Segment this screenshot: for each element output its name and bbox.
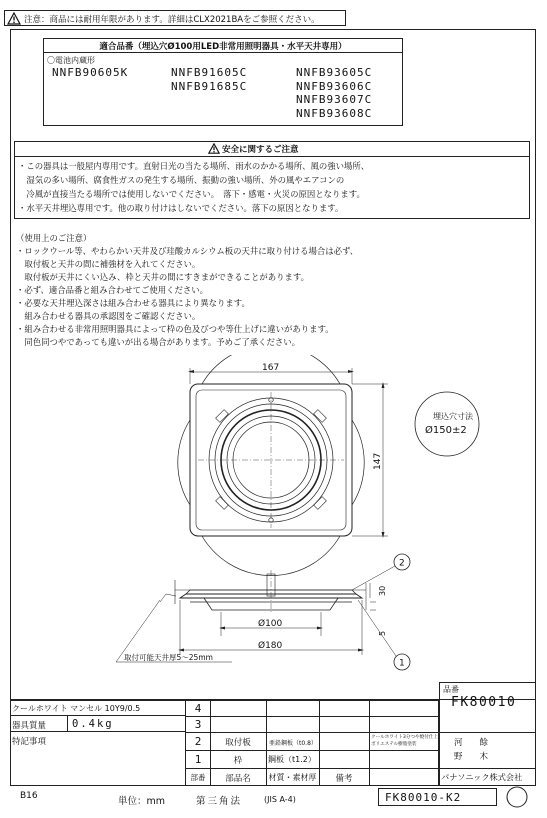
- usage-notes: [16, 232, 358, 349]
- weight-value: [68, 716, 186, 732]
- safety-line: ・この器具は一般屋内専用です。直射日光の当たる場所、雨水のかかる場所、風の強い場所、: [18, 161, 370, 171]
- safety-line: 冷風が直接当たる場所では使用しないでください。 落下・感電・火災の原因となります。: [18, 189, 365, 199]
- row-num: 4: [194, 702, 202, 715]
- row-num: 2: [194, 735, 202, 748]
- signature: 野 木: [454, 752, 489, 762]
- part-name: 取付板: [225, 738, 251, 748]
- product-list-col1: [52, 66, 128, 80]
- warning-icon: [7, 12, 21, 25]
- dim-flange: 5: [378, 630, 387, 636]
- weight-label-text: 器具質量: [12, 721, 47, 731]
- doc-number-text: FK80010-K2: [385, 791, 462, 804]
- row-num: 3: [194, 718, 202, 731]
- col-header: 材質・素材厚: [268, 773, 317, 782]
- callout-2: 2: [399, 558, 405, 569]
- compatible-box: [43, 38, 403, 126]
- product-list-col3: [296, 66, 372, 120]
- usage-line: 取付板と天井の間に補強材を入れてください。: [16, 259, 201, 269]
- col-divider: [369, 700, 370, 786]
- company-name: パナソニック株式会社: [441, 772, 523, 782]
- product-code: NNFB93605C: [296, 66, 373, 79]
- safety-header: [180, 142, 360, 156]
- product-code: NNFB90605K: [52, 66, 129, 79]
- safety-line: ・水平天井埋込専用です。他の取り付けはしないでください。落下の原因となります。: [18, 203, 344, 213]
- technical-drawing: [0, 355, 547, 685]
- col-header: 備考: [335, 774, 353, 784]
- projection-label: 第三角法: [196, 796, 243, 807]
- row-num: 1: [194, 753, 202, 766]
- safety-line: 湿気の多い場所、腐食性ガスの発生する場所、振動の強い場所、外の風やエアコンの: [18, 175, 345, 185]
- safety-box: [14, 141, 530, 219]
- unit-label: 単位：mm: [118, 796, 166, 807]
- part-material: 鋼板（t1.2）: [268, 755, 316, 764]
- row-divider: [439, 768, 536, 769]
- page-code: B16: [20, 791, 38, 801]
- dim-depth: 30: [378, 585, 387, 596]
- notes-label-text: 特記事項: [12, 737, 47, 747]
- part-material: 亜鉛鋼板（t0.8）: [269, 740, 317, 747]
- usage-line: 同色同つやであっても違いが出る場合があります。予めご了承ください。: [16, 337, 300, 347]
- row-divider: [186, 750, 439, 751]
- col-header: 部品名: [225, 774, 251, 784]
- row-divider: [186, 716, 439, 717]
- stamp-circle: [505, 785, 529, 809]
- cutout-callout: [415, 392, 479, 456]
- signature: 河 餘: [454, 738, 489, 748]
- part-name: 枠: [233, 756, 243, 766]
- title-block: [10, 685, 536, 786]
- row-divider: [186, 768, 439, 769]
- usage-line: ・組み合わせる非常用照明器具によって枠の色及びつや等仕上げに違いがあります。: [16, 324, 334, 334]
- usage-line: ・ロックウール等、やわらかい天井及び珪酸カルシウム板の天井に取り付ける場合は必ず、: [16, 246, 359, 256]
- dim-inner: Ø100: [258, 619, 283, 629]
- product-code: NNFB91605C: [171, 66, 248, 79]
- doc-number: [378, 788, 497, 806]
- product-code: NNFB91685C: [171, 79, 248, 93]
- part-remark: [371, 734, 439, 748]
- drawing-no-label: 品番: [443, 685, 459, 694]
- cutout-label: 埋込穴寸法: [433, 412, 473, 421]
- compatible-title: 適合品番（埋込穴Ø100用LED非常用照明器具・水平天井専用）: [99, 42, 347, 52]
- usage-line: 組み合わせる器具の承認図をご確認ください。: [16, 311, 201, 321]
- notes-label: [10, 732, 186, 748]
- product-code: NNFB93607C: [296, 93, 373, 106]
- compatible-title-divider: [44, 52, 402, 53]
- finish-cell: [10, 700, 186, 716]
- dim-width: 167: [262, 363, 280, 373]
- row-divider: [186, 732, 439, 733]
- row-divider: [439, 732, 536, 733]
- weight-value-text: 0.4kg: [72, 718, 114, 730]
- cutout-value: Ø150±2: [425, 425, 467, 436]
- dim-outer: Ø180: [258, 641, 283, 651]
- product-code: NNFB93606C: [296, 79, 373, 93]
- product-code: NNFB93608C: [296, 106, 373, 120]
- usage-line: ・必ず、適合品番と組み合わせてご使用ください。: [16, 285, 208, 295]
- dim-height: 147: [373, 452, 383, 470]
- finish-text: クールホワイト マンセル 10Y9/0.5: [12, 704, 141, 713]
- callout-1: 1: [399, 658, 405, 669]
- warning-icon: [208, 143, 220, 154]
- usage-line: 取付板が天井にくい込み、枠と天井の間にすきまができることがあります。: [16, 272, 309, 282]
- usage-line: （使用上のご注意）: [16, 233, 92, 243]
- usage-line: ・必要な天井埋込深さは組み合わせる器具により異なります。: [16, 298, 250, 308]
- header-notice: [4, 10, 346, 26]
- part-remark-text: クールホワイト3分つや焼付仕上 ポリエステル樹脂塗装: [371, 735, 439, 747]
- safety-title-divider: [15, 156, 529, 157]
- side-view: [116, 554, 410, 670]
- weight-label: [10, 716, 68, 732]
- safety-title: 安全に関するご注意: [222, 145, 299, 155]
- compatible-subtitle: 〇電池内蔵形: [47, 56, 95, 65]
- product-list-col2: [171, 66, 247, 93]
- drawing-no: FK80010: [451, 695, 517, 710]
- notice-text: 注意：商品には耐用年限があります。詳細はCLX2021BAをご参照ください。: [24, 15, 320, 25]
- top-view: [178, 355, 388, 576]
- col-header: 部番: [190, 773, 206, 782]
- ceiling-note: 取付可能天井厚5～25mm: [124, 653, 213, 662]
- safety-text: [18, 159, 369, 215]
- paper-size: (JIS A-4): [264, 795, 296, 804]
